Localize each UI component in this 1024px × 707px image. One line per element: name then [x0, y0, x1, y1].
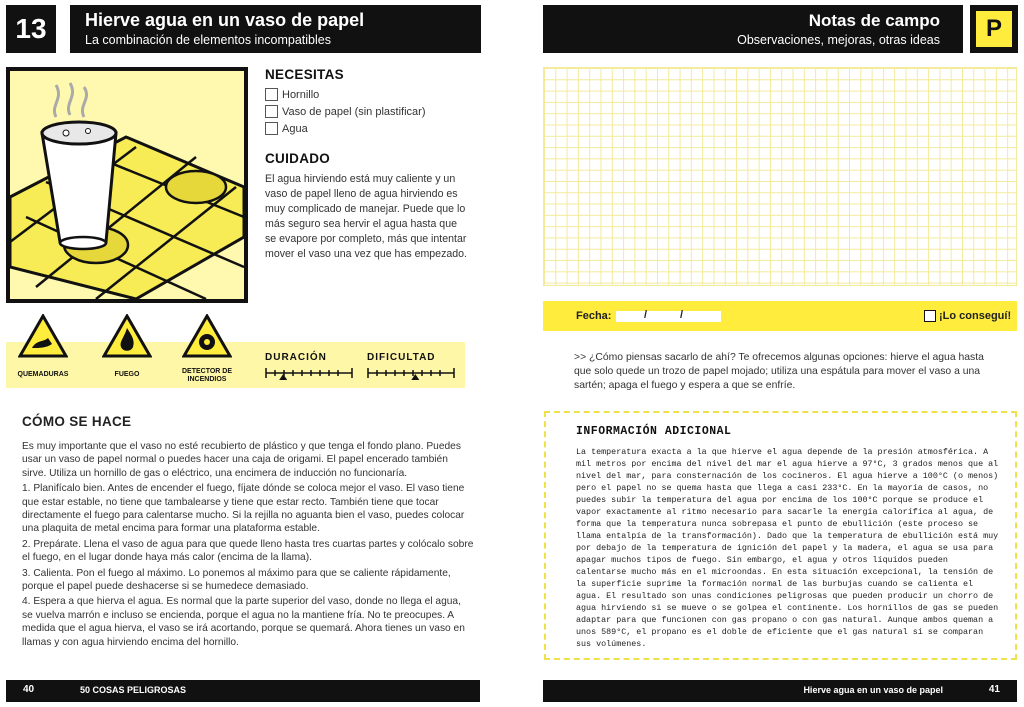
duration-scale	[264, 366, 354, 380]
right-footer	[543, 680, 1017, 702]
tip-text: >> ¿Cómo piensas sacarlo de ahí? Te ofrecemos algunas opciones: hierve el agua hasta que solo quede un trozo de papel mojado; utiliza una espátula para mover el vaso a una sartén; apaga el fuego y espera a que se enfríe.	[574, 352, 984, 391]
page-number: 41	[988, 684, 1000, 695]
warning-label-burns: QUEMADURAS	[17, 371, 69, 378]
checkbox-icon[interactable]	[265, 105, 278, 118]
fire-warning-icon	[102, 314, 152, 358]
needs-item[interactable]: Vaso de papel (sin plastificar)	[265, 103, 425, 120]
achieved-checkbox[interactable]	[924, 310, 936, 322]
date-bar	[543, 301, 1017, 331]
notes-grid[interactable]	[543, 67, 1017, 286]
how-to-step: 1. Planifícalo bien. Antes de encender el fuego, fíjate dónde se coloca mejor el vaso. El vaso tiene que estar estable, no tiene que tambalearse y tiene que estar recto. También tiene que tocar directamente el fuego para calentarse mucho. Si la rejilla no aguanta bien el vaso, puedes colocar una plaquita de metal encima para formar una plataforma estable.	[22, 483, 465, 535]
caution-heading: CUIDADO	[265, 151, 331, 166]
how-to-step: 3. Calienta. Pon el fuego al máximo. Lo ponemos al máximo para que se caliente rápidamente, porque el papel puede deshacerse si se humedece demasiado.	[22, 567, 451, 593]
section-badge	[970, 5, 1018, 53]
duration-marker	[279, 374, 287, 380]
cup-on-stove-icon	[6, 67, 248, 303]
notes-title: Notas de campo	[808, 11, 940, 30]
book-title: 50 COSAS PELIGROSAS	[80, 685, 187, 695]
needs-item[interactable]: Hornillo	[265, 86, 425, 103]
burn-warning-icon	[18, 314, 68, 358]
caution-text: El agua hirviendo está muy caliente y un vaso de papel lleno de agua hirviendo es muy complicado de manejar. Puede que lo más seguro sea hervir el agua hasta que se evapore por completo, más que intentar mover el vaso una vez que has empezado.	[265, 173, 467, 260]
achieved-label: ¡Lo conseguí!	[939, 310, 1012, 322]
date-label: Fecha:	[576, 310, 612, 322]
date-separator: /	[644, 309, 648, 321]
warning-label-detector: DETECTOR DE INCENDIOS	[181, 368, 233, 383]
footer-chapter-title: Hierve agua en un vaso de papel	[803, 685, 943, 695]
info-box	[544, 411, 1017, 660]
left-footer	[6, 680, 480, 702]
date-field[interactable]	[616, 311, 721, 322]
how-to-paragraph: Es muy importante que el vaso no esté recubierto de plástico y que tenga el fondo plano. Puedes usar un vaso de papel normal o puedes hacer una caja de origami. El papel encerado también sirve. Utiliza un hornillo de gas o eléctrico, una encimera de inducción no funcionaría.	[22, 441, 461, 479]
needs-list	[265, 86, 425, 137]
notes-subtitle: Observaciones, mejoras, otras ideas	[737, 33, 940, 47]
chapter-number: 13	[6, 5, 56, 53]
info-text: La temperatura exacta a la que hierve el agua depende de la presión atmosférica. A mil metros por encima del nivel del mar el agua hierve a 97°C, 3 grados menos que al nivel del mar, para consternación de los cocineros. El agua hierve a 100°C (o menos) pero el papel no se quema hasta que llega a casi 233°C. En la mayoría de casos, no puedes subir la temperatura del agua por encima de los 100°C porque se produce el vapor exactamente al ritmo necesario para sacarle la energía calorífica al agua, de forma que la temperatura nunca sobrepasa el punto de ebullición (este proceso se llama entalpía de la transformación). Dado que la temperatura de ebullición está muy por debajo de la temperatura de ignición del papel y la madera, el agua se usa para apagar muchos tipos de fuego. Sin embargo, el agua y otros líquidos pueden calentarse mucho más en el microondas. En esta situación excepcional, la tensión de la superficie suprime la formación normal de las burbujas cuando se calienta el agua. El resultado son unas condiciones peligrosas que pueden producir un chorro de agua hirviendo si se mueve o se golpea el continente. Los hornillos de gas se pueden adaptar para que funcionen con gas propano o con gas natural. Aunque ambos queman a unos 589°C, el propano es el doble de eficiente que el gas natural si se comparan sus volúmenes.	[576, 447, 999, 649]
page-title: Hierve agua en un vaso de papel	[85, 10, 365, 30]
how-to-heading: CÓMO SE HACE	[22, 414, 132, 429]
how-to-step: 2. Prepárate. Llena el vaso de agua para que quede lleno hasta tres cuartas partes y colócalo sobre el fuego, en el lugar donde haya más calor (encima de la llama).	[22, 538, 474, 564]
checkbox-icon[interactable]	[265, 122, 278, 135]
illustration-cup-on-stove	[6, 67, 248, 303]
needs-heading: NECESITAS	[265, 67, 344, 82]
difficulty-scale	[366, 366, 456, 380]
how-to-body	[22, 440, 474, 651]
checkbox-icon[interactable]	[265, 88, 278, 101]
left-header	[70, 5, 481, 53]
info-heading: INFORMACIÓN ADICIONAL	[576, 425, 732, 438]
needs-item[interactable]: Agua	[265, 120, 425, 137]
smoke-detector-warning-icon	[182, 314, 232, 358]
page-number: 40	[23, 684, 35, 695]
badge-letter: P	[976, 11, 1012, 47]
difficulty-label: DIFICULTAD	[367, 352, 436, 363]
warning-label-fire: FUEGO	[114, 371, 140, 378]
how-to-step: 4. Espera a que hierva el agua. Es normal que la parte superior del vaso, donde no llega el agua, se vuelva marrón e incluso se encienda, porque el agua no la mantiene fría. No te preocupes. A medida que el agua hierva, el vaso se irá acortando, porque se quemará. Ahora tienes un vaso en llamas y con agua hirviendo encima del hornillo.	[22, 596, 465, 648]
date-separator: /	[680, 309, 684, 321]
right-header	[543, 5, 963, 53]
page-subtitle: La combinación de elementos incompatibles	[85, 33, 331, 47]
duration-label: DURACIÓN	[265, 352, 327, 363]
warning-strip	[6, 342, 465, 388]
